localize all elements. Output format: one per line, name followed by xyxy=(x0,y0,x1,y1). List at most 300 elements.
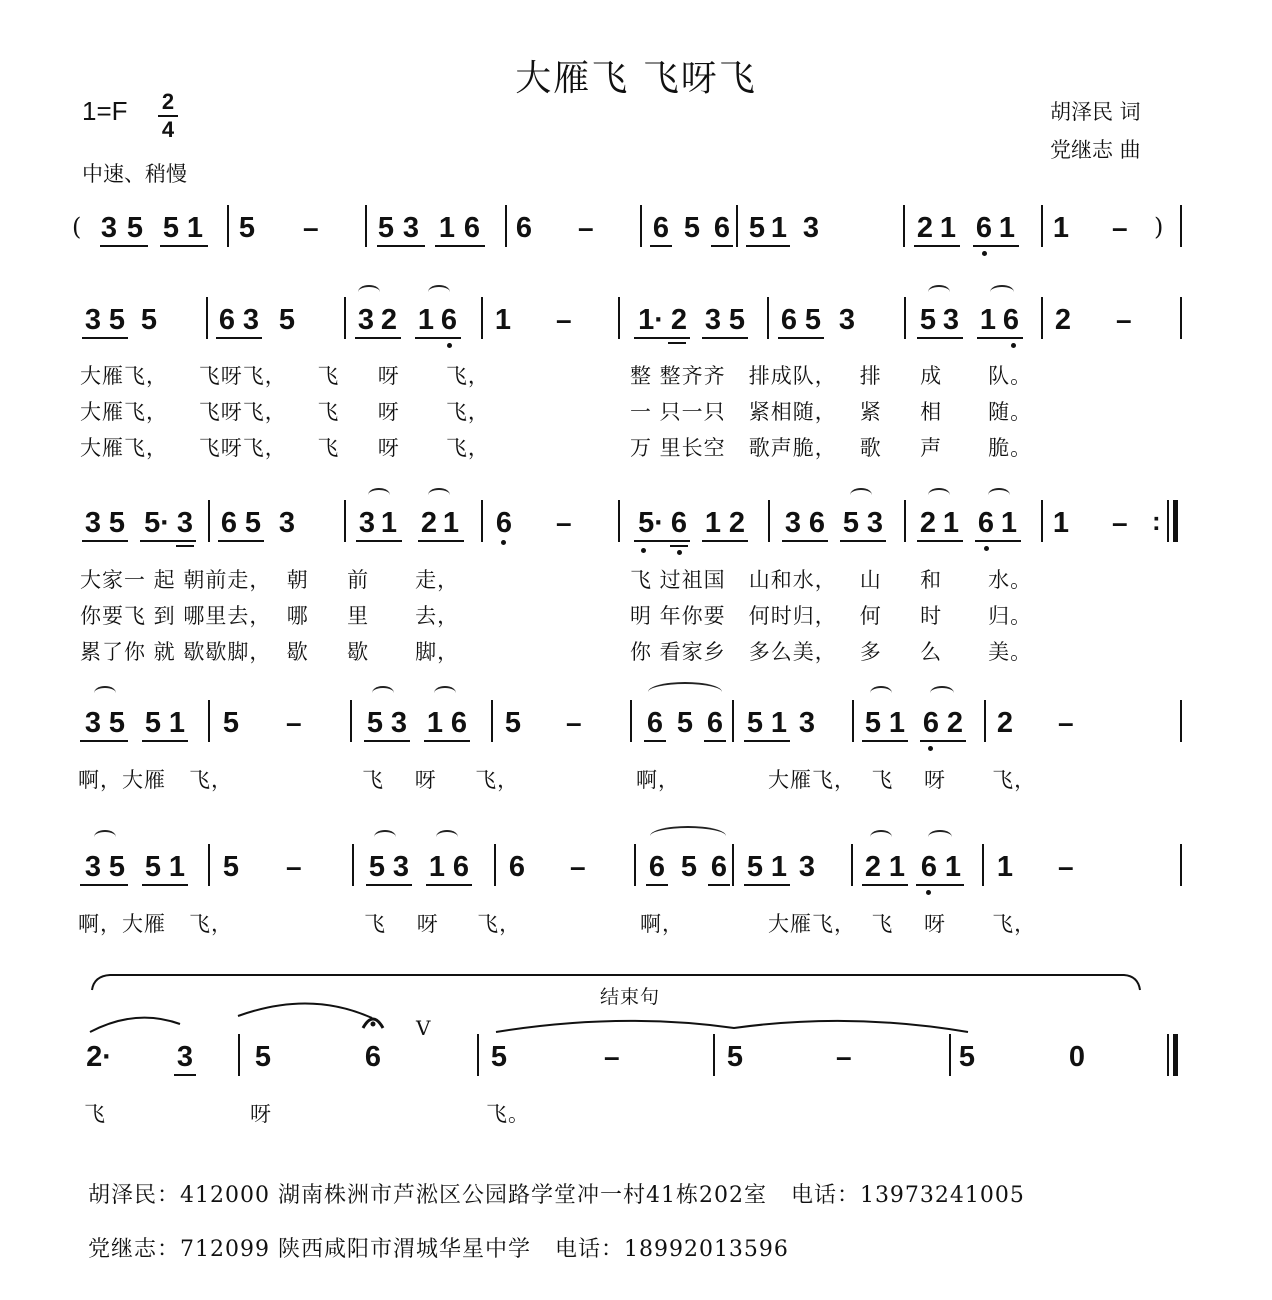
note: 5 xyxy=(108,707,126,739)
note: 3 xyxy=(100,212,118,244)
barline xyxy=(904,297,906,339)
underline xyxy=(650,245,672,247)
underline xyxy=(744,884,790,886)
barline xyxy=(768,500,770,542)
composer-contact: 党继志：712099 陕西咸阳市渭城华星中学 电话：18992013596 xyxy=(88,1237,789,1262)
underline xyxy=(366,884,412,886)
coda-label: 结束句 xyxy=(600,986,661,1008)
barline xyxy=(477,1034,479,1076)
barline xyxy=(350,700,352,742)
note: 6 xyxy=(977,507,995,539)
dash: – xyxy=(556,304,572,335)
underline xyxy=(426,884,472,886)
coda-lyric-3: 飞。 xyxy=(486,1102,530,1126)
barline xyxy=(903,205,905,247)
lyric-verse-3: 累了你 就 歇歇脚， 歇 歇 脚， xyxy=(80,640,460,664)
underline xyxy=(862,884,908,886)
lyric-verse-1: 大家一 起 朝前走， 朝 前 走， xyxy=(80,568,460,592)
barline xyxy=(505,205,507,247)
dash: – xyxy=(303,212,319,243)
barline xyxy=(1180,205,1182,247)
barline xyxy=(344,500,346,542)
underline xyxy=(702,540,748,542)
note: 5 xyxy=(864,707,882,739)
note: 2 xyxy=(380,304,398,336)
dash: – xyxy=(1112,507,1128,538)
note: 3 xyxy=(802,212,820,244)
barline xyxy=(732,700,734,742)
note: 5 xyxy=(680,851,698,883)
final-barline-thin xyxy=(1167,1034,1169,1076)
note: 5 xyxy=(748,212,766,244)
note: 6 xyxy=(922,707,940,739)
close-paren: ) xyxy=(1154,213,1164,241)
lyric-verse-3b: 你 看家乡 多么美， 多 么 美。 xyxy=(630,640,1033,664)
note: 1 xyxy=(428,851,446,883)
note: 1 xyxy=(942,507,960,539)
barline xyxy=(206,297,208,339)
note: 3 xyxy=(798,707,816,739)
lyric-line-3d: 大雁飞， 飞 呀 飞， xyxy=(768,768,1037,792)
underline xyxy=(917,540,963,542)
dash: – xyxy=(1116,304,1132,335)
note: 3 xyxy=(402,212,420,244)
note: 2 xyxy=(919,507,937,539)
breath-mark: V xyxy=(416,1016,432,1040)
low-octave-dot xyxy=(501,540,506,545)
underline xyxy=(862,740,908,742)
note: 5 xyxy=(368,851,386,883)
barline xyxy=(904,500,906,542)
note: 1 xyxy=(426,707,444,739)
note: 6 xyxy=(515,212,533,244)
note: 1 xyxy=(438,212,456,244)
underline xyxy=(973,245,1019,247)
note: 3 xyxy=(392,851,410,883)
barline xyxy=(630,700,632,742)
staff-line-3 xyxy=(0,700,1272,760)
barline xyxy=(1180,700,1182,742)
underline xyxy=(174,1074,196,1076)
lyric-line-4b: 飞 呀 飞， xyxy=(364,912,522,936)
barline xyxy=(1041,500,1043,542)
slur xyxy=(928,285,950,299)
note: 6 xyxy=(495,507,513,539)
composer-credit: 党继志 曲 xyxy=(1050,138,1141,162)
note: 1 xyxy=(939,212,957,244)
note: 5 xyxy=(108,304,126,336)
note: 2 xyxy=(420,507,438,539)
note: 5 xyxy=(726,1041,744,1073)
underline xyxy=(711,245,733,247)
underline xyxy=(634,540,690,542)
underline xyxy=(377,245,425,247)
note: 6 xyxy=(508,851,526,883)
note: 3 xyxy=(798,851,816,883)
slur xyxy=(930,686,954,700)
underline xyxy=(80,740,128,742)
low-octave-dot xyxy=(641,548,646,553)
underline xyxy=(977,337,1023,339)
note: 3 xyxy=(84,507,102,539)
barline xyxy=(982,844,984,886)
underline xyxy=(216,337,262,339)
slur xyxy=(870,830,892,844)
note: 2 xyxy=(864,851,882,883)
note: 6 xyxy=(975,212,993,244)
note: 5 xyxy=(728,304,746,336)
underline xyxy=(702,337,748,339)
slur xyxy=(988,488,1010,502)
note: 6 xyxy=(710,851,728,883)
barline xyxy=(618,297,620,339)
dash: – xyxy=(578,212,594,243)
dash: – xyxy=(286,851,302,882)
note: 1 xyxy=(888,707,906,739)
lyric-verse-3b: 万 里长空 歌声脆， 歌 声 脆。 xyxy=(630,436,1033,460)
note: 3 xyxy=(242,304,260,336)
coda-lyric-1: 飞 xyxy=(84,1102,106,1126)
note: 3 xyxy=(176,1041,194,1073)
note: 3 xyxy=(357,304,375,336)
barline xyxy=(352,844,354,886)
note: 1 xyxy=(996,851,1014,883)
note: 6 xyxy=(670,507,688,539)
underline xyxy=(782,540,828,542)
time-signature xyxy=(158,90,178,142)
underline xyxy=(975,540,1021,542)
repeat-barline-thick xyxy=(1173,500,1178,542)
lyricist-contact: 胡泽民：412000 湖南株洲市芦淞区公园路学堂冲一村41栋202室 电话：13973241005 xyxy=(88,1183,1025,1208)
open-paren: ( xyxy=(72,213,82,241)
barline xyxy=(736,205,738,247)
note: 5 xyxy=(377,212,395,244)
underline xyxy=(435,245,485,247)
note: 3 xyxy=(278,507,296,539)
note: 3 xyxy=(176,507,194,539)
lyric-verse-1: 大雁飞， 飞呀飞， 飞 呀 飞， xyxy=(80,364,490,388)
barline xyxy=(767,297,769,339)
underline xyxy=(218,540,264,542)
slur xyxy=(648,682,722,702)
note: 0 xyxy=(1068,1041,1086,1073)
lyric-verse-2b: 一 只一只 紧相随， 紧 相 随。 xyxy=(630,400,1033,424)
key-signature: 1=F xyxy=(82,96,128,126)
underline xyxy=(917,337,963,339)
note: 1 xyxy=(1000,507,1018,539)
barline xyxy=(227,205,229,247)
underline xyxy=(415,337,461,339)
underline xyxy=(778,337,824,339)
lyric-verse-2: 你要飞 到 哪里去， 哪 里 去， xyxy=(80,604,460,628)
note: 1 xyxy=(168,851,186,883)
note: 6 xyxy=(218,304,236,336)
underline xyxy=(646,884,668,886)
note: 6 xyxy=(463,212,481,244)
barline xyxy=(713,1034,715,1076)
note: 5 xyxy=(222,707,240,739)
underline xyxy=(920,740,966,742)
dash: – xyxy=(1112,212,1128,243)
note: 6 xyxy=(652,212,670,244)
note: 2 xyxy=(1054,304,1072,336)
barline xyxy=(208,844,210,886)
lyric-verse-2b: 明 年你要 何时归， 何 时 归。 xyxy=(630,604,1033,628)
slur xyxy=(850,488,872,502)
slur xyxy=(428,488,450,502)
underline xyxy=(746,245,790,247)
lyric-line-3c: 啊， xyxy=(636,768,680,792)
note: 5 xyxy=(222,851,240,883)
slur xyxy=(436,830,458,844)
note: 1 xyxy=(168,707,186,739)
note: 5 xyxy=(162,212,180,244)
note: 1 xyxy=(1052,212,1070,244)
barline xyxy=(1180,844,1182,886)
underline xyxy=(708,884,730,886)
low-octave-dot xyxy=(1011,343,1016,348)
note: 6 xyxy=(440,304,458,336)
note: 2 xyxy=(728,507,746,539)
note: 1 xyxy=(998,212,1016,244)
dash: – xyxy=(1058,707,1074,738)
underline xyxy=(424,740,470,742)
slur xyxy=(650,826,726,846)
final-barline-thick xyxy=(1173,1034,1178,1076)
barline xyxy=(1041,205,1043,247)
underline xyxy=(670,545,688,547)
slur xyxy=(928,830,952,844)
dash: – xyxy=(836,1041,852,1072)
slur xyxy=(428,285,450,299)
slur xyxy=(374,830,396,844)
repeat-dots: : xyxy=(1152,506,1161,536)
note: 1 xyxy=(380,507,398,539)
note: 1 xyxy=(770,851,788,883)
note: 5 xyxy=(144,707,162,739)
note: 6 xyxy=(648,851,666,883)
underline xyxy=(668,342,686,344)
underline xyxy=(80,884,128,886)
note: 5 xyxy=(238,212,256,244)
underline xyxy=(644,740,666,742)
note: 3 xyxy=(838,304,856,336)
barline xyxy=(640,205,642,247)
tempo-marking: 中速、稍慢 xyxy=(82,162,187,186)
note: 6 xyxy=(713,212,731,244)
barline xyxy=(852,700,854,742)
note: 5 xyxy=(504,707,522,739)
note: 5 xyxy=(144,851,162,883)
low-octave-dot xyxy=(984,546,989,551)
note: 5 xyxy=(140,304,158,336)
lyric-verse-1b: 飞 过祖国 山和水， 山 和 水。 xyxy=(630,568,1033,592)
low-octave-dot xyxy=(928,746,933,751)
note: 6 xyxy=(364,1041,382,1073)
note: 6 xyxy=(808,507,826,539)
barline xyxy=(732,844,734,886)
low-octave-dot xyxy=(982,251,987,256)
note: 1 xyxy=(417,304,435,336)
note: 5· xyxy=(638,507,664,539)
underline xyxy=(840,540,886,542)
note: 2 xyxy=(996,707,1014,739)
barline xyxy=(851,844,853,886)
dash: – xyxy=(1058,851,1074,882)
note: 3 xyxy=(704,304,722,336)
slur xyxy=(434,686,456,700)
dash: – xyxy=(556,507,572,538)
underline xyxy=(142,884,188,886)
lyricist-credit: 胡泽民 词 xyxy=(1050,100,1141,124)
lyric-line-3a: 啊，大雁 飞， xyxy=(78,768,234,792)
barline xyxy=(949,1034,951,1076)
note: 1· xyxy=(638,304,664,336)
underline xyxy=(634,337,690,339)
note: 5 xyxy=(804,304,822,336)
barline xyxy=(1041,297,1043,339)
note: 3 xyxy=(784,507,802,539)
barline xyxy=(984,700,986,742)
note: 1 xyxy=(442,507,460,539)
note: 1 xyxy=(770,212,788,244)
note: 2 xyxy=(670,304,688,336)
note: 3 xyxy=(390,707,408,739)
note: 1 xyxy=(704,507,722,539)
underline xyxy=(82,337,128,339)
dash: – xyxy=(286,707,302,738)
staff-line-1 xyxy=(0,295,1272,355)
note: 6 xyxy=(452,851,470,883)
lyric-line-4c: 啊， xyxy=(640,912,684,936)
barline xyxy=(208,700,210,742)
underline xyxy=(142,740,188,742)
underline xyxy=(744,740,790,742)
note: 5 xyxy=(842,507,860,539)
fermata-icon xyxy=(361,1012,385,1030)
note: 6 xyxy=(1002,304,1020,336)
underline xyxy=(160,245,208,247)
staff-coda xyxy=(0,1034,1272,1094)
lyric-line-4a: 啊，大雁 飞， xyxy=(78,912,234,936)
note: 3 xyxy=(84,304,102,336)
underline xyxy=(356,540,402,542)
note: 1 xyxy=(186,212,204,244)
note: 6 xyxy=(920,851,938,883)
low-octave-dot xyxy=(926,890,931,895)
note: 1 xyxy=(888,851,906,883)
underline xyxy=(704,740,726,742)
repeat-barline-thin xyxy=(1167,500,1169,542)
note: 6 xyxy=(450,707,468,739)
underline xyxy=(82,540,128,542)
note: 5 xyxy=(108,851,126,883)
note: 5 xyxy=(676,707,694,739)
time-signature-top: 2 xyxy=(161,89,175,114)
barline xyxy=(344,297,346,339)
slur xyxy=(94,686,116,700)
note: 5 xyxy=(126,212,144,244)
note: 5 xyxy=(108,507,126,539)
barline xyxy=(1180,297,1182,339)
note: 5· xyxy=(144,507,170,539)
note: 5 xyxy=(919,304,937,336)
note: 1 xyxy=(944,851,962,883)
note: 5 xyxy=(278,304,296,336)
time-signature-bottom: 4 xyxy=(161,117,175,142)
slur xyxy=(928,488,950,502)
coda-lyric-2: 呀 xyxy=(250,1102,272,1126)
barline xyxy=(618,500,620,542)
underline xyxy=(418,540,464,542)
underline xyxy=(176,545,194,547)
barline xyxy=(491,700,493,742)
note: 2 xyxy=(916,212,934,244)
note: 3 xyxy=(84,851,102,883)
low-octave-dot xyxy=(447,343,452,348)
note: 3 xyxy=(942,304,960,336)
note: 2· xyxy=(86,1041,112,1073)
note: 1 xyxy=(494,304,512,336)
underline xyxy=(100,245,148,247)
underline xyxy=(916,884,964,886)
barline xyxy=(634,844,636,886)
slur xyxy=(94,830,116,844)
slur xyxy=(990,285,1014,299)
lyric-verse-2: 大雁飞， 飞呀飞， 飞 呀 飞， xyxy=(80,400,490,424)
barline xyxy=(494,844,496,886)
lyric-line-3b: 飞 呀 飞， xyxy=(362,768,520,792)
low-octave-dot xyxy=(677,550,682,555)
slur xyxy=(368,488,390,502)
note: 1 xyxy=(1052,507,1070,539)
note: 3 xyxy=(358,507,376,539)
note: 5 xyxy=(254,1041,272,1073)
note: 2 xyxy=(946,707,964,739)
note: 5 xyxy=(746,851,764,883)
barline xyxy=(365,205,367,247)
note: 6 xyxy=(780,304,798,336)
staff-line-4 xyxy=(0,844,1272,904)
note: 5 xyxy=(366,707,384,739)
barline xyxy=(238,1034,240,1076)
lyric-verse-3: 大雁飞， 飞呀飞， 飞 呀 飞， xyxy=(80,436,490,460)
staff-intro xyxy=(0,205,1272,265)
note: 3 xyxy=(84,707,102,739)
note: 6 xyxy=(220,507,238,539)
slur xyxy=(358,285,380,299)
note: 6 xyxy=(706,707,724,739)
note: 6 xyxy=(646,707,664,739)
underline xyxy=(364,740,410,742)
staff-line-2 xyxy=(0,500,1272,560)
note: 1 xyxy=(979,304,997,336)
dash: – xyxy=(570,851,586,882)
song-title: 大雁飞 飞呀飞 xyxy=(515,58,757,99)
underline xyxy=(914,245,960,247)
note: 1 xyxy=(770,707,788,739)
slur xyxy=(870,686,892,700)
note: 5 xyxy=(683,212,701,244)
dash: – xyxy=(566,707,582,738)
underline xyxy=(355,337,401,339)
note: 5 xyxy=(490,1041,508,1073)
underline xyxy=(140,540,196,542)
dash: – xyxy=(604,1041,620,1072)
note: 5 xyxy=(958,1041,976,1073)
note: 5 xyxy=(746,707,764,739)
lyric-verse-1b: 整 整齐齐 排成队， 排 成 队。 xyxy=(630,364,1033,388)
